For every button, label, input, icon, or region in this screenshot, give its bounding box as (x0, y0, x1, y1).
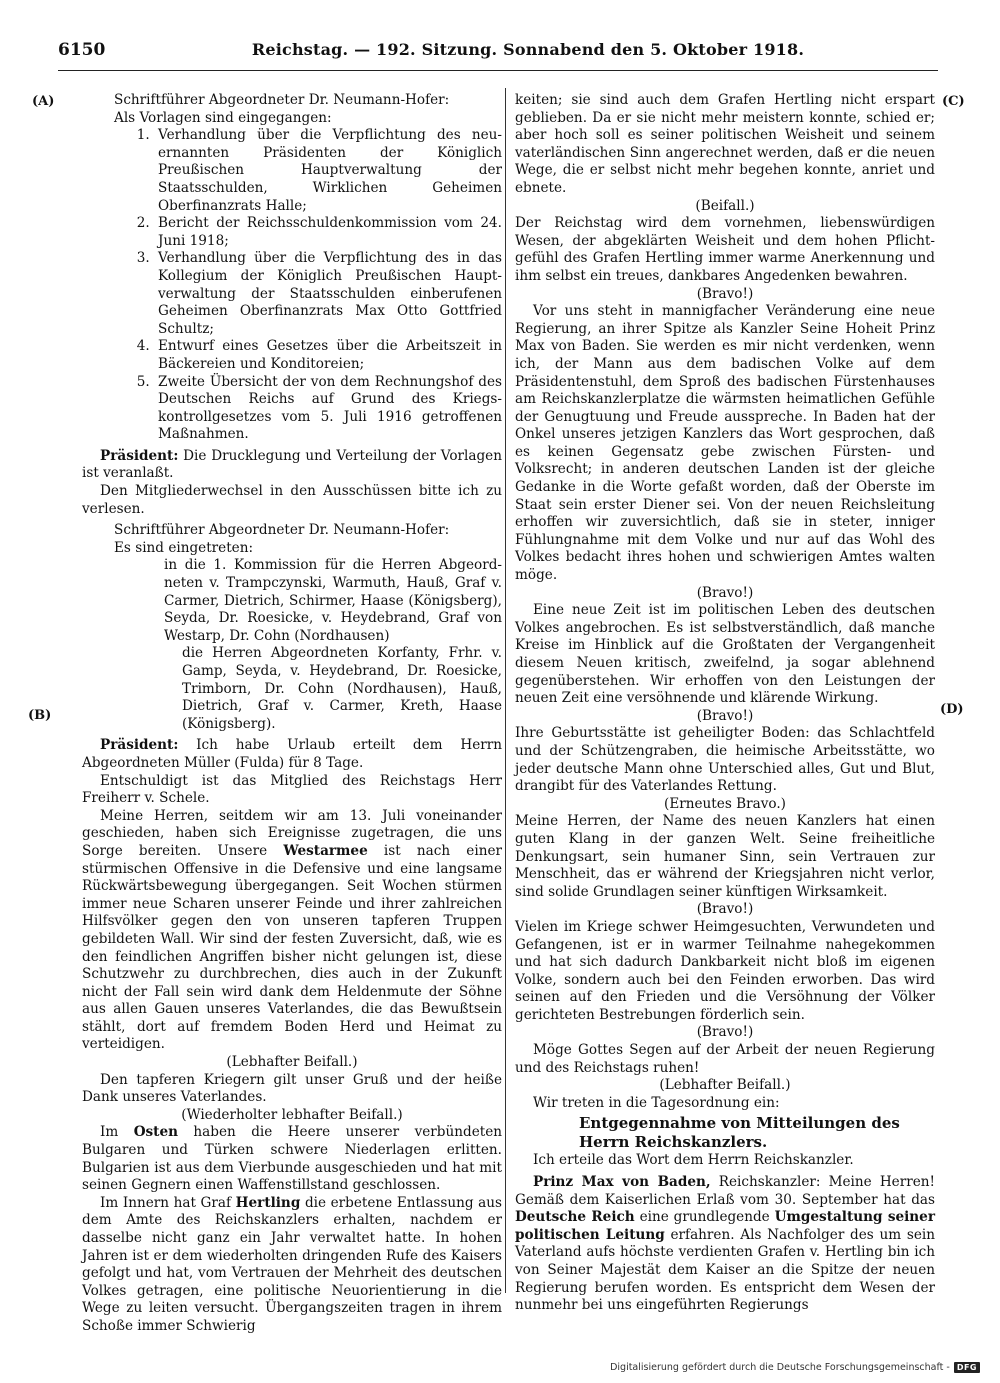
reaction: (Beifall.) (695, 197, 755, 214)
paragraph: Es sind eingetreten: (114, 539, 254, 556)
margin-mark-d: (D) (940, 702, 964, 717)
paragraph: Wir treten in die Tagesordnung ein: (533, 1094, 780, 1111)
paragraph-text: eine grundlegende (639, 1209, 770, 1226)
reaction: (Bravo!) (696, 707, 754, 724)
agenda-item-title: Entgegennahme von Mitteilungen des Herrn Reichskanzlers. (579, 1114, 900, 1152)
page-number: 6150 (58, 40, 106, 60)
speaker-role: Reichskanzler: (718, 1174, 821, 1191)
emphasis: Osten (133, 1124, 178, 1141)
speaker-name: Präsident: (100, 737, 179, 754)
paragraph: Vor uns steht in mannigfacher Veränderung eine neue Regierung, an ihrer Spitze als Kanzler Seine Hoheit Prinz Max von Baden. Sie werden es mir nicht verdenken, wenn ich, der Mann aus dem badischen Volke auf dem Präsidentenstuhl, dem Sproß des badischen Fürstenhauses am Reichskanzlerplatze die wärmsten heimatlichen Gefühle der Genugtuung und Freude ausspreche. In Baden hat der Onkel unseres jetzigen Kanzlers das Wort gesprochen, daß es keinen Gegensatz gebe zwischen Fürsten- und Volksrecht; in anderen deutschen Landen ist der gleiche Gedanke in die Worte gefaßt worden, daß der Oberste im Staat sein erster Diener sei. Von der neuen Reichsleitung erhoffen wir zuversichtlich, daß sie in steter, inniger Fühlungnahme mit dem Volke und nur auf das Wohl des Volkes bedacht ihres hohen und schwierigen Amtes walten möge. (515, 303, 935, 584)
paragraph: Den tapferen Kriegern gilt unser Gruß und der heiße Dank unseres Vaterlandes. (82, 1071, 502, 1106)
speaker-line (114, 92, 502, 110)
speaker-name: Schriftführer Abgeordneter Dr. Neumann-Hofer: (114, 92, 450, 108)
paragraph-text: haben die Heere unserer verbündeten Bulgaren und Türken schwere Niederlagen erlitten. Bulgarien ist aus dem Vierbunde ausgeschieden und hat mit seinen Gegnern einen Waffenstillstand geschlossen. (82, 1124, 503, 1194)
paragraph: Meine Herren, der Name des neuen Kanzlers hat einen guten Klang in der ganzen Welt. Seine freiheitliche Denkungsart, sein humaner Sinn, sein Vertrauen zur Menschheit, das er während der Kriegsjahren nicht verlor, sind solide Grundlagen seiner künftigen Wirksamkeit. (515, 813, 935, 900)
paragraph (82, 1195, 502, 1336)
footer-text: Digitalisierung gefördert durch die Deutsche Forschungsgemeinschaft - (610, 1362, 950, 1373)
dfg-logo: DFG (954, 1362, 980, 1373)
emphasis: Hertling (235, 1194, 301, 1211)
paragraph: Der Reichstag wird dem vornehmen, liebenswürdigen Wesen, der abgeklärten Weisheit und dem hohen Pflichtgefühl des Grafen Hertling immer warme Anerkennung und ihm selbst ein treues, dankbares Angedenken bewahren. (515, 215, 935, 284)
right-column (515, 92, 935, 1315)
page-header (58, 40, 938, 71)
reaction: (Bravo!) (696, 285, 754, 302)
paragraph (82, 448, 502, 483)
margin-mark-b: (B) (28, 708, 52, 723)
paragraph: keiten; sie sind auch dem Grafen Hertling nicht erspart geblieben. Da er sie nicht mehr meistern konnte, schied er; aber hoch soll es seiner politischen Weisheit und seinem vaterländischen Sinn angerechnet werden, daß er die neuen Wege, die er selbst nicht mehr begehen konnte, anriet und ebnete. (515, 92, 935, 196)
speaker-line (114, 522, 502, 540)
paragraph-text: Im Innern hat Graf (100, 1194, 232, 1211)
paragraph: Ich erteile das Wort dem Herrn Reichskanzler. (533, 1152, 854, 1169)
running-head: Reichstag. — 192. Sitzung. Sonnabend den 5. Oktober 1918. (251, 40, 805, 59)
footer-credit (600, 1362, 980, 1373)
reaction: (Lebhafter Beifall.) (226, 1054, 358, 1071)
paragraph-text: Im (100, 1124, 119, 1141)
emphasis: Westarmee (283, 842, 368, 859)
paragraph: Als Vorlagen sind eingegangen: (114, 109, 332, 126)
paragraph: die Herren Abgeordneten Korfanty, Frhr. v. Gamp, Seyda, v. Heydebrand, Dr. Roesicke, Trimborn, Dr. Cohn (Nordhausen), Hauß, Dietrich, Graf v. Carmer, Kreth, Haase (Königsberg). (182, 645, 502, 732)
speaker-name: Präsident: (100, 447, 179, 464)
paragraph (515, 1174, 935, 1315)
reaction: (Bravo!) (696, 1024, 754, 1041)
reaction: (Lebhafter Beifall.) (659, 1077, 791, 1094)
reaction: (Bravo!) (696, 584, 754, 601)
paragraph-text: ist nach einer stürmischen Offensive in die Defensive und eine langsame Rückwärtsbewegung übergegangen. Seit Wochen stürmen immer neue Scharen unserer Feinde und ihrer zahlreichen Hilfsvölker gegen den von unseren tapferen Truppen gebildeten Wall. Wir sind der festen Zuversicht, daß, wie es den feindlichen Angriffen bisher nicht gelungen ist, diese Schutzwehr zu durchbrechen, dies auch in der Zukunft nicht der Fall sein wird dank dem Heldenmute der Söhne aus allen Gauen unseres Vaterlandes, die das Bewußtsein stählt, dort auf fremdem Boden Herd und Heimat zu verteidigen. (82, 842, 503, 1053)
paragraph-text: Meine Herren, seitdem wir am 13. Juli voneinander geschieden, haben sich Ereignisse zugetragen, die uns Sorge bereiten. Unsere (82, 807, 502, 859)
paragraph-text: Ich habe Urlaub erteilt dem Herrn Abgeordneten Müller (Fulda) für 8 Tage. (82, 737, 502, 771)
list-item: 5. Zweite Übersicht der von dem Rechnungshof des Deutschen Reichs auf Grund des Kriegskontrollgesetzes vom 5. Juli 1916 getroffenen Maßnahmen. (154, 374, 502, 444)
margin-mark-a: (A) (32, 94, 55, 109)
paragraph-text: die erbetene Entlassung aus dem Amte des Reichskanzlers erhalten, nachdem er dasselbe nicht ganz ein Jahr verwaltet hatte. In hohen Jahren ist er dem wiederholten dringenden Rufe des Kaisers gefolgt und hat, vom Vertrauen der Mehrheit des deutschen Volkes getragen, eine politische Neuorientierung in die Wege zu leiten versucht. Übergangszeiten tragen in ihrem Schoße immer Schwierig (82, 1194, 503, 1334)
reaction: (Bravo!) (696, 901, 754, 918)
list-item: 2. Bericht der Reichsschuldenkommission vom 24. Juni 1918; (154, 215, 502, 250)
paragraph (82, 808, 502, 1054)
paragraph: Entschuldigt ist das Mitglied des Reichstags Herr Freiherr v. Schele. (82, 772, 502, 807)
paragraph-text: Meine Herren! Gemäß dem Kaiserlichen Erlaß vom 30. September hat das (515, 1174, 935, 1208)
speaker-name: Prinz Max von Baden, (533, 1174, 711, 1191)
reaction: (Erneutes Bravo.) (664, 795, 786, 812)
column-divider (505, 88, 506, 1293)
left-column (82, 92, 502, 1336)
paragraph: Eine neue Zeit ist im politischen Leben des deutschen Volkes angebrochen. Es ist selbstverständlich, daß manche Kreise im Hinblick auf die Großtaten der Vergangenheit diesem Neuen kritisch, zweifelnd, ja sogar ablehnend gegenüberstehen. Wir erhoffen von den Leistungen der neuen Zeit eine versöhnende und klärende Wirkung. (515, 602, 935, 707)
speaker-name: Schriftführer Abgeordneter Dr. Neumann-Hofer: (114, 522, 450, 539)
paragraph: Möge Gottes Segen auf der Arbeit der neuen Regierung und des Reichstags ruhen! (515, 1042, 935, 1076)
reaction: (Wiederholter lebhafter Beifall.) (181, 1106, 403, 1123)
submission-list (134, 127, 502, 444)
paragraph (82, 1124, 502, 1194)
paragraph: Ihre Geburtsstätte ist geheiligter Boden: das Schlachtfeld und der Schützengraben, die heimische Arbeitsstätte, wo jeder deutsche Mann ohne Unterschied alles, Gut und Blut, drangibt für des Vaterlandes Rettung. (515, 725, 935, 795)
emphasis: Deutsche Reich (515, 1209, 635, 1226)
list-item: 3. Verhandlung über die Verpflichtung des in das Kollegium der Königlich Preußischen Hauptverwaltung der Staatsschulden einberufenen Geheimen Oberfinanzrats Max Otto Gottfried Schultz; (154, 250, 502, 338)
margin-mark-c: (C) (942, 94, 965, 109)
list-item: 4. Entwurf eines Gesetzes über die Arbeitszeit in Bäckereien und Konditoreien; (154, 338, 502, 373)
paragraph-text: erfahren. Als Nachfolger des um sein Vaterland aufs höchste verdienten Grafen v. Hertling bin ich von Seiner Majestät dem Kaiser an die Spitze der neuen Regierung berufen worden. Es entspricht dem Wesen der nunmehr bei uns eingeführten Regierungs (515, 1226, 936, 1314)
paragraph-text: Die Drucklegung und Verteilung der Vorlagen ist veranlaßt. (82, 447, 502, 482)
paragraph: in die 1. Kommission für die Herren Abgeordneten v. Trampczynski, Warmuth, Hauß, Graf v. Carmer, Dietrich, Schirmer, Haase (Königsberg), Seyda, Dr. Roesicke, v. Heydebrand, Graf von Westarp, Dr. Cohn (Nordhausen) (164, 557, 502, 644)
list-item: 1. Verhandlung über die Verpflichtung des neuernannten Präsidenten der Königlich Preußischen Hauptverwaltung der Staatsschulden, Wirklichen Geheimen Oberfinanzrats Halle; (154, 127, 502, 215)
paragraph: Vielen im Kriege schwer Heimgesuchten, Verwundeten und Gefangenen, ist er in warmer Teilnahme nahegekommen und hat sich dadurch Dankbarkeit nicht bloß im eigenen Volke, sondern auch bei den Feinden erworben. Das wird seinen auf den Frieden und die Versöhnung der Völker gerichteten Bestrebungen förderlich sein. (515, 918, 935, 1023)
paragraph (82, 737, 502, 772)
emphasis: Umgestaltung seiner politischen Leitung (515, 1209, 935, 1243)
paragraph: Den Mitgliederwechsel in den Ausschüssen bitte ich zu verlesen. (82, 483, 502, 517)
